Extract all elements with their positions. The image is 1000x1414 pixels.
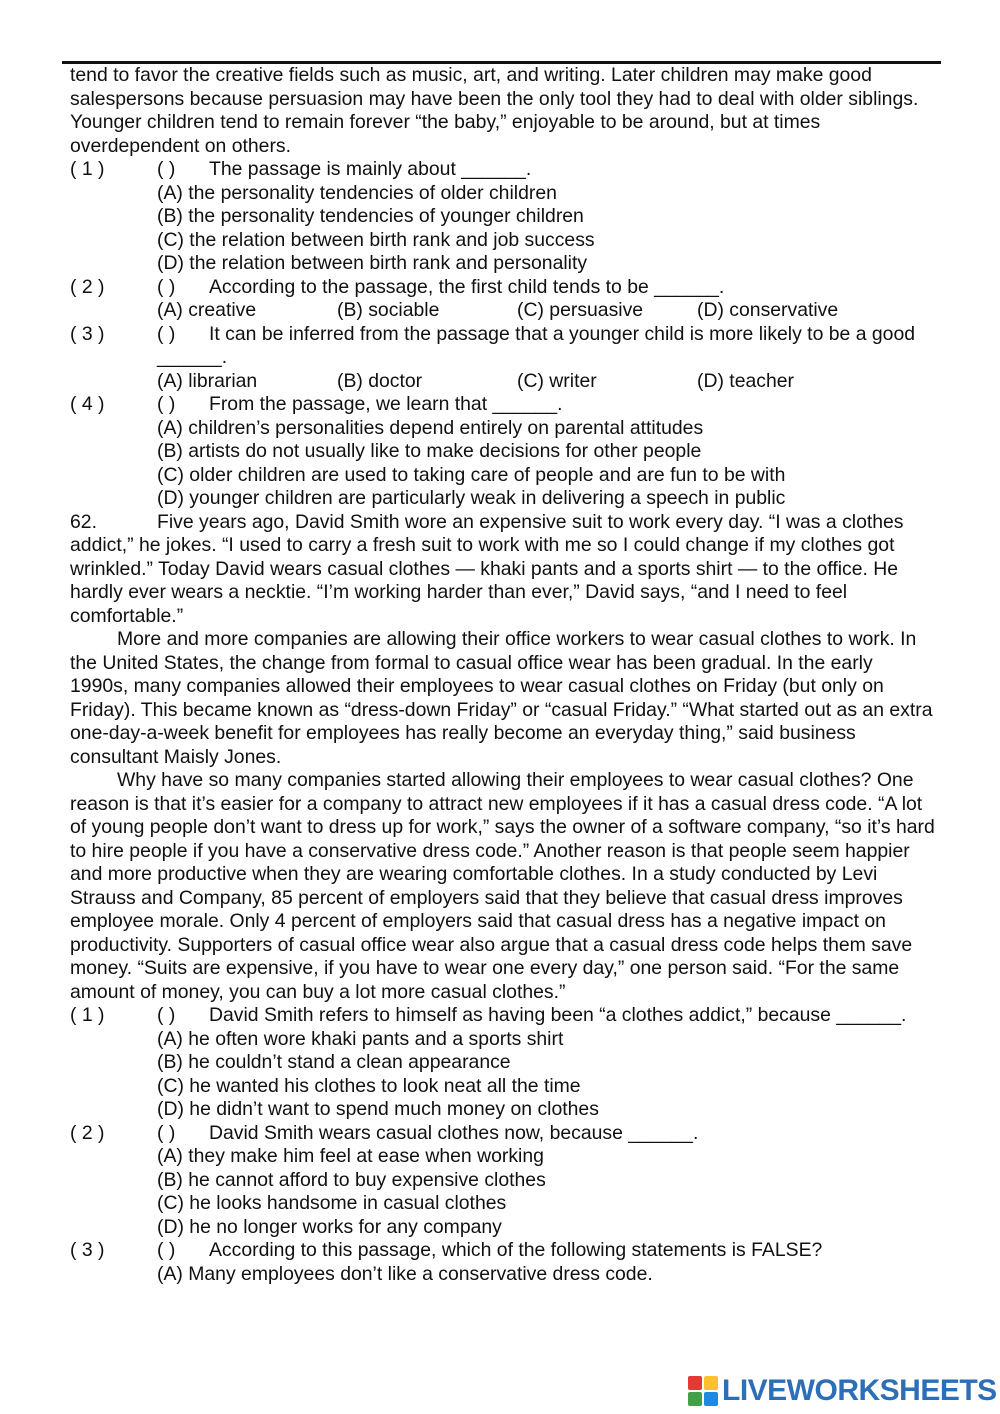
question-number: ( 3 ): [70, 322, 105, 345]
question-stem: According to the passage, the first child tends to be ______.: [209, 275, 725, 298]
question-block: [70, 1122, 936, 1240]
option: (D) he no longer works for any company: [157, 1215, 502, 1238]
logo-square: [704, 1392, 718, 1406]
option: (C) he looks handsome in casual clothes: [157, 1192, 507, 1214]
option: (A) children’s personalities depend entirely on parental attitudes: [157, 416, 704, 439]
answer-blank[interactable]: ( ): [157, 1004, 176, 1026]
option: (D) younger children are particularly weak in delivering a speech in public: [157, 487, 786, 509]
passage-paragraph: [70, 511, 936, 629]
question-stem: David Smith refers to himself as having been “a clothes addict,” because ______.: [209, 1004, 907, 1026]
option: (A) librarian: [157, 369, 258, 392]
option: (A) they make him feel at ease when working: [157, 1145, 544, 1167]
option: (A) Many employees don’t like a conservative dress code.: [157, 1262, 653, 1285]
question-block: [70, 276, 936, 323]
answer-blank[interactable]: ( ): [157, 322, 176, 345]
option: (D) the relation between birth rank and personality: [157, 252, 588, 274]
logo-square: [688, 1392, 702, 1406]
option: (B) he cannot afford to buy expensive clothes: [157, 1168, 546, 1191]
option: (A) he often wore khaki pants and a sports shirt: [157, 1027, 564, 1050]
option: (B) sociable: [337, 299, 440, 321]
question-number: ( 3 ): [70, 1239, 105, 1261]
question-block: [70, 1239, 936, 1286]
question-block: [70, 393, 936, 511]
question-stem: The passage is mainly about ______.: [209, 158, 532, 180]
option: (D) conservative: [697, 299, 839, 321]
option-row: [70, 299, 936, 323]
option: (C) writer: [517, 369, 597, 392]
answer-blank[interactable]: ( ): [157, 393, 176, 415]
option: (D) teacher: [697, 369, 794, 392]
option: (A) the personality tendencies of older children: [157, 181, 557, 204]
passage-paragraph: Why have so many companies started allowing their employees to wear casual clothes? One reason is that it’s easier for a company to attract new employees if it has a casual dress code. “A lot of young people don’t want to dress up for work,” says the owner of a software company, “so it’s hard to hire people if you have a conservative dress code.” Another reason is that people seem happier and more productive when they are wearing comfortable clothes. In a study conducted by Levi Strauss and Company, 85 percent of employers said that they believe that casual dress improves employee morale. Only 4 percent of employers said that casual dress has a negative impact on productivity. Supporters of casual office wear also argue that a casual dress code helps them save money. “Suits are expensive, if you have to wear one every day,” one person said. “For the same amount of money, you can buy a lot more casual clothes.”: [70, 769, 935, 1003]
liveworksheets-logo[interactable]: [688, 1374, 997, 1408]
answer-blank[interactable]: ( ): [157, 158, 176, 180]
option: (C) persuasive: [517, 299, 644, 321]
question-stem: From the passage, we learn that ______.: [209, 393, 563, 415]
answer-blank[interactable]: ( ): [157, 1121, 176, 1144]
question-block: [70, 323, 936, 394]
answer-blank[interactable]: ( ): [157, 275, 176, 298]
option: (D) he didn’t want to spend much money on clothes: [157, 1098, 599, 1120]
answer-blank[interactable]: ( ): [157, 1239, 176, 1261]
question-stem: It can be inferred from the passage that a younger child is more likely to be a good ______.: [157, 322, 916, 368]
option: (C) older children are used to taking care of people and are fun to be with: [157, 463, 786, 486]
logo-square: [688, 1376, 702, 1390]
passage-number: 62.: [70, 510, 97, 533]
option: (B) he couldn’t stand a clean appearance: [157, 1051, 511, 1073]
question-number: ( 2 ): [70, 275, 105, 298]
option: (C) he wanted his clothes to look neat all the time: [157, 1074, 581, 1097]
logo-square: [704, 1376, 718, 1390]
question-block: [70, 158, 936, 276]
question-stem: David Smith wears casual clothes now, because ______.: [209, 1121, 699, 1144]
worksheet-page: [70, 64, 936, 1286]
question-number: ( 2 ): [70, 1121, 105, 1144]
passage-text: Five years ago, David Smith wore an expensive suit to work every day. “I was a clothes addict,” he jokes. “I used to carry a fresh suit to work with me so I could change if my clothes got wrinkled.” Today David wears casual clothes — khaki pants and a sports shirt — to the office. He hardly ever wears a necktie. “I’m working harder than ever,” David says, “and I need to feel comfortable.”: [70, 510, 904, 627]
logo-icon: [688, 1376, 718, 1406]
option: (B) the personality tendencies of younger children: [157, 205, 584, 227]
logo-text: LIVEWORKSHEETS: [722, 1374, 997, 1407]
question-number: ( 4 ): [70, 393, 105, 415]
option: (C) the relation between birth rank and job success: [157, 228, 595, 251]
option: (B) doctor: [337, 369, 423, 392]
option: (B) artists do not usually like to make decisions for other people: [157, 440, 702, 462]
question-number: ( 1 ): [70, 158, 105, 180]
passage-paragraph: More and more companies are allowing their office workers to wear casual clothes to work. In the United States, the change from formal to casual office wear has been gradual. In the early 1990s, many companies allowed their employees to wear casual clothes on Friday (but only on Friday). This became known as “dress-down Friday” or “casual Friday.” “What started out as an extra one-day-a-week benefit for employees has really become an everyday thing,” said business consultant Maisly Jones.: [70, 628, 933, 768]
intro-paragraph: tend to favor the creative fields such as music, art, and writing. Later children may make good salespersons because persuasion may have been the only tool they had to deal with older siblings. Younger children tend to remain forever “the baby,” enjoyable to be around, but at times overdependent on others.: [70, 64, 919, 157]
option-row: [70, 370, 936, 394]
option: (A) creative: [157, 299, 257, 321]
question-number: ( 1 ): [70, 1004, 105, 1026]
question-block: [70, 1004, 936, 1122]
question-stem: According to this passage, which of the following statements is FALSE?: [209, 1239, 823, 1261]
